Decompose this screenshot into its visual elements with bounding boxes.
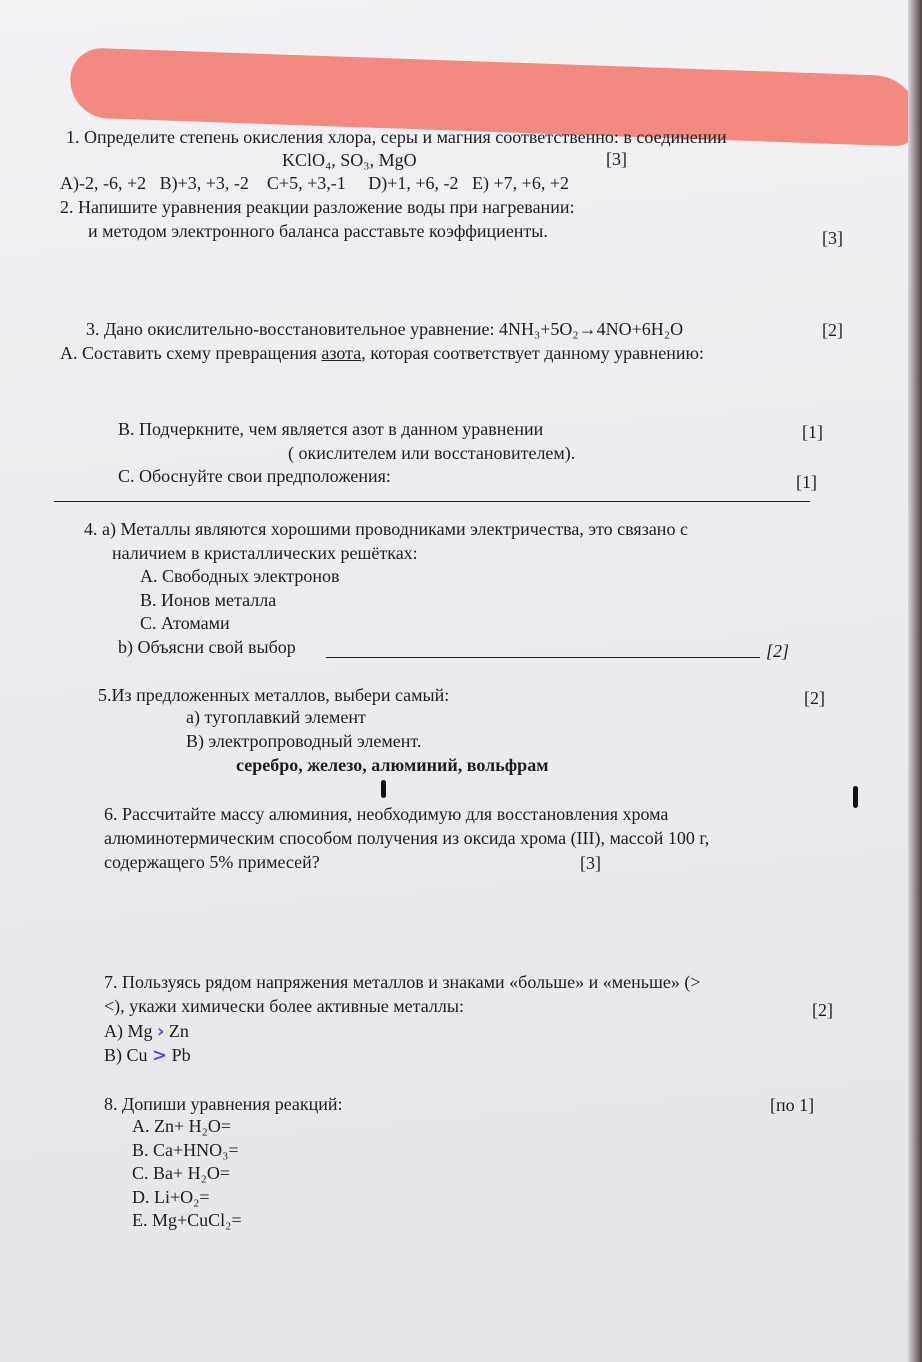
q7-a-left: A) Mg bbox=[104, 1021, 153, 1041]
q7-option-b bbox=[104, 1044, 191, 1067]
q2-line2: и методом электронного баланса расставьте коэффициенты. bbox=[88, 221, 548, 241]
q7-b-left: B) Cu bbox=[104, 1045, 148, 1065]
q6-line2: алюминотермическим способом получения из оксида хрома (III), массой 100 г, bbox=[104, 828, 710, 848]
q6-line3: содержащего 5% примесей? bbox=[104, 852, 320, 872]
q7-b-right: Pb bbox=[171, 1045, 191, 1065]
q5-line1: 5.Из предложенных металлов, выбери самый: bbox=[98, 685, 450, 705]
q5-option-b: B) электропроводный элемент. bbox=[186, 731, 422, 751]
q4-option: B. Ионов металла bbox=[140, 590, 277, 610]
pen-mark bbox=[853, 786, 858, 808]
q3-score: [2] bbox=[822, 320, 843, 340]
q8-item: E. Mg+CuCl₂= bbox=[132, 1210, 242, 1230]
pen-mark bbox=[381, 780, 386, 798]
q7-line2: <), укажи химически более активные металлы: bbox=[104, 996, 464, 1016]
q3-equation-line: 3. Дано окислительно-восстановительное уравнение: 4NH₃+5O₂→4NO+6H₂O bbox=[86, 319, 684, 339]
q7-b-sign: > bbox=[152, 1045, 168, 1066]
q3-part-b: B. Подчеркните, чем является азот в данном уравнении bbox=[118, 419, 544, 439]
q7-a-right: Zn bbox=[168, 1021, 189, 1041]
q4-score: [2] bbox=[766, 641, 790, 661]
q3-b-score: [1] bbox=[802, 422, 823, 442]
q8-item: B. Ca+HNO₃= bbox=[132, 1140, 239, 1160]
q3-a-underlined: азота bbox=[321, 343, 362, 363]
q5-metals: серебро, железо, алюминий, вольфрам bbox=[236, 755, 549, 775]
table-edge bbox=[908, 0, 922, 1362]
q8-item: D. Li+O₂= bbox=[132, 1187, 210, 1207]
q3-c-score: [1] bbox=[796, 472, 817, 492]
q4-line2: наличием в кристаллических решётках: bbox=[112, 543, 418, 563]
q7-option-a bbox=[104, 1020, 189, 1043]
q4-line1: 4. а) Металлы являются хорошими проводниками электричества, это связано с bbox=[84, 519, 688, 539]
q7-a-sign: › bbox=[157, 1021, 165, 1042]
q3-part-c: C. Обоснуйте свои предположения: bbox=[118, 466, 391, 486]
q1-score: [3] bbox=[606, 149, 627, 169]
q8-item: A. Zn+ H₂O= bbox=[132, 1116, 232, 1136]
section-divider bbox=[54, 501, 810, 502]
q1-options: A)-2, -6, +2 B)+3, +3, -2 C+5, +3,-1 D)+1, +6, -2 E) +7, +6, +2 bbox=[60, 173, 569, 193]
q4-part-b: b) Объясни свой выбор bbox=[118, 637, 296, 657]
q8-title: 8. Допиши уравнения реакций: bbox=[104, 1094, 343, 1114]
q1-text: 1. Определите степень окисления хлора, серы и магния соответственно: в соединении bbox=[66, 127, 727, 147]
q6-line1: 6. Рассчитайте массу алюминия, необходимую для восстановления хрома bbox=[104, 804, 669, 824]
q8-item: C. Ba+ H₂O= bbox=[132, 1163, 231, 1183]
q8-score: [по 1] bbox=[770, 1095, 815, 1115]
q7-score: [2] bbox=[812, 1000, 833, 1020]
q3-part-a bbox=[60, 342, 704, 364]
q5-option-a: а) тугоплавкий элемент bbox=[186, 707, 366, 727]
q3-a-suffix: , которая соответствует данному уравнению: bbox=[361, 343, 704, 363]
q6-score: [3] bbox=[580, 853, 601, 873]
q3-part-b-options: ( окислителем или восстановителем). bbox=[288, 443, 576, 463]
q4-option: C. Атомами bbox=[140, 613, 230, 633]
q4-answer-line[interactable] bbox=[326, 657, 760, 658]
q5-score: [2] bbox=[804, 688, 825, 708]
q2-line1: 2. Напишите уравнения реакции разложение воды при нагревании: bbox=[60, 197, 575, 217]
q4-option: A. Свободных электронов bbox=[140, 566, 340, 586]
q1-formula: KClO₄, SO₃, MgO bbox=[282, 150, 417, 170]
q2-score: [3] bbox=[822, 228, 843, 248]
q7-line1: 7. Пользуясь рядом напряжения металлов и знаками «больше» и «меньше» (> bbox=[104, 972, 701, 992]
q3-a-prefix: A. Составить схему превращения bbox=[60, 343, 322, 363]
